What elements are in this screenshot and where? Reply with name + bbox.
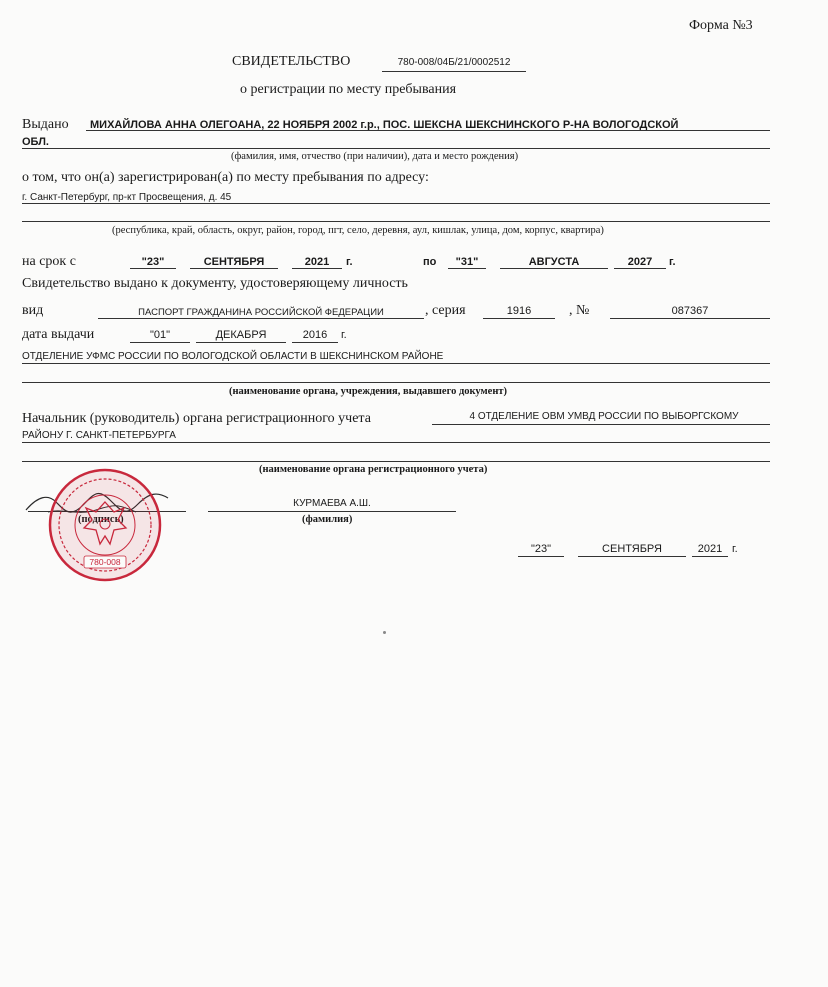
paper-speck: [383, 631, 386, 634]
head-org-line3-underline: [22, 461, 770, 462]
head-org-hint: (наименование органа регистрационного учета): [259, 464, 488, 475]
term-to-month: АВГУСТА: [528, 256, 580, 268]
doc-issuer: ОТДЕЛЕНИЕ УФМС РОССИИ ПО ВОЛОГОДСКОЙ ОБЛАСТИ В ШЕКСНИНСКОМ РАЙОНЕ: [22, 351, 444, 362]
certificate-number-line: [382, 71, 526, 72]
doc-number-line: [610, 318, 770, 319]
head-org-line2: РАЙОНУ Г. САНКТ-ПЕТЕРБУРГА: [22, 430, 176, 441]
term-to-day: "31": [455, 256, 479, 268]
sign-date-month: СЕНТЯБРЯ: [602, 543, 662, 555]
issued-to-hint: (фамилия, имя, отчество (при наличии), дата и место рождения): [231, 151, 519, 162]
doc-issue-date-label: дата выдачи: [22, 327, 95, 342]
doc-issuer-line-2: [22, 382, 770, 383]
issued-to-line2-underline: [22, 148, 770, 149]
doc-issue-year: 2016: [302, 329, 328, 341]
term-from-year-line: [292, 268, 342, 269]
doc-intro: Свидетельство выдано к документу, удостоверяющему личность: [22, 276, 408, 291]
doc-issuer-line-1: [22, 363, 770, 364]
sign-date-suffix: г.: [732, 543, 738, 555]
officer-surname-hint: (фамилия): [302, 514, 353, 525]
certificate-number: 780-008/04Б/21/0002512: [397, 57, 511, 68]
sign-date-month-line: [578, 556, 686, 557]
officer-surname: КУРМАЕВА А.Ш.: [293, 498, 371, 509]
issued-to-line1-underline: [86, 130, 770, 131]
doc-series-label: , серия: [425, 303, 466, 318]
doc-kind: ПАСПОРТ ГРАЖДАНИНА РОССИЙСКОЙ ФЕДЕРАЦИИ: [138, 307, 384, 318]
doc-issue-year-suffix: г.: [341, 329, 347, 341]
document-title: СВИДЕТЕЛЬСТВО: [232, 54, 351, 69]
term-to-year-suffix: г.: [669, 256, 676, 268]
issued-label: Выдано: [22, 117, 69, 132]
term-to-year-line: [614, 268, 666, 269]
form-number: Форма №3: [689, 18, 753, 33]
address-underline-2: [22, 221, 770, 222]
doc-issue-day: "01": [149, 329, 171, 341]
officer-surname-line: [208, 511, 456, 512]
term-from-day: "23": [141, 256, 165, 268]
issued-to-line1: МИХАЙЛОВА АННА ОЛЕГОАНА, 22 НОЯБРЯ 2002 г.р., ПОС. ШЕКСНА ШЕКСНИНСКОГО Р-НА ВОЛОГОДСКОЙ: [90, 119, 679, 131]
issued-to-line2: ОБЛ.: [22, 136, 49, 148]
term-from-label: на срок с: [22, 254, 76, 269]
stamp-number: 780-008: [89, 557, 121, 567]
sign-date-day: "23": [530, 543, 552, 555]
doc-issue-month-line: [196, 342, 286, 343]
doc-series: 1916: [506, 305, 532, 317]
term-from-month-line: [190, 268, 278, 269]
registered-text: о том, что он(а) зарегистрирован(а) по месту пребывания по адресу:: [22, 170, 429, 185]
term-from-month: СЕНТЯБРЯ: [203, 256, 265, 268]
term-to-month-line: [500, 268, 608, 269]
sign-date-year-line: [692, 556, 728, 557]
head-label: Начальник (руководитель) органа регистрационного учета: [22, 411, 371, 426]
doc-number: 087367: [671, 305, 709, 317]
sign-date-year: 2021: [697, 543, 723, 555]
head-org-line1: 4 ОТДЕЛЕНИЕ ОВМ УМВД РОССИИ ПО ВЫБОРГСКОМУ: [469, 411, 739, 422]
term-from-day-line: [130, 268, 176, 269]
doc-kind-label: вид: [22, 303, 44, 318]
term-to-day-line: [448, 268, 486, 269]
doc-kind-line: [98, 318, 424, 319]
address-underline-1: [22, 203, 770, 204]
doc-series-line: [483, 318, 555, 319]
head-org-line2-underline: [22, 442, 770, 443]
term-from-year-suffix: г.: [346, 256, 353, 268]
term-from-year: 2021: [304, 256, 330, 268]
doc-issue-month: ДЕКАБРЯ: [215, 329, 267, 341]
doc-issue-day-line: [130, 342, 190, 343]
address-hint: (республика, край, область, округ, район, город, пгт, село, деревня, аул, кишлак, улица, дом, корпус, квартира): [112, 225, 604, 236]
doc-issue-year-line: [292, 342, 338, 343]
address-value: г. Санкт-Петербург, пр-кт Просвещения, д. 45: [22, 192, 232, 203]
sign-date-day-line: [518, 556, 564, 557]
official-stamp-icon: [48, 468, 162, 582]
term-to-year: 2027: [627, 256, 653, 268]
doc-issuer-hint: (наименование органа, учреждения, выдавшего документ): [229, 386, 508, 397]
document-subtitle: о регистрации по месту пребывания: [240, 82, 457, 97]
head-org-line1-underline: [432, 424, 770, 425]
doc-number-label: , №: [569, 303, 590, 318]
term-to-label: по: [423, 256, 437, 268]
